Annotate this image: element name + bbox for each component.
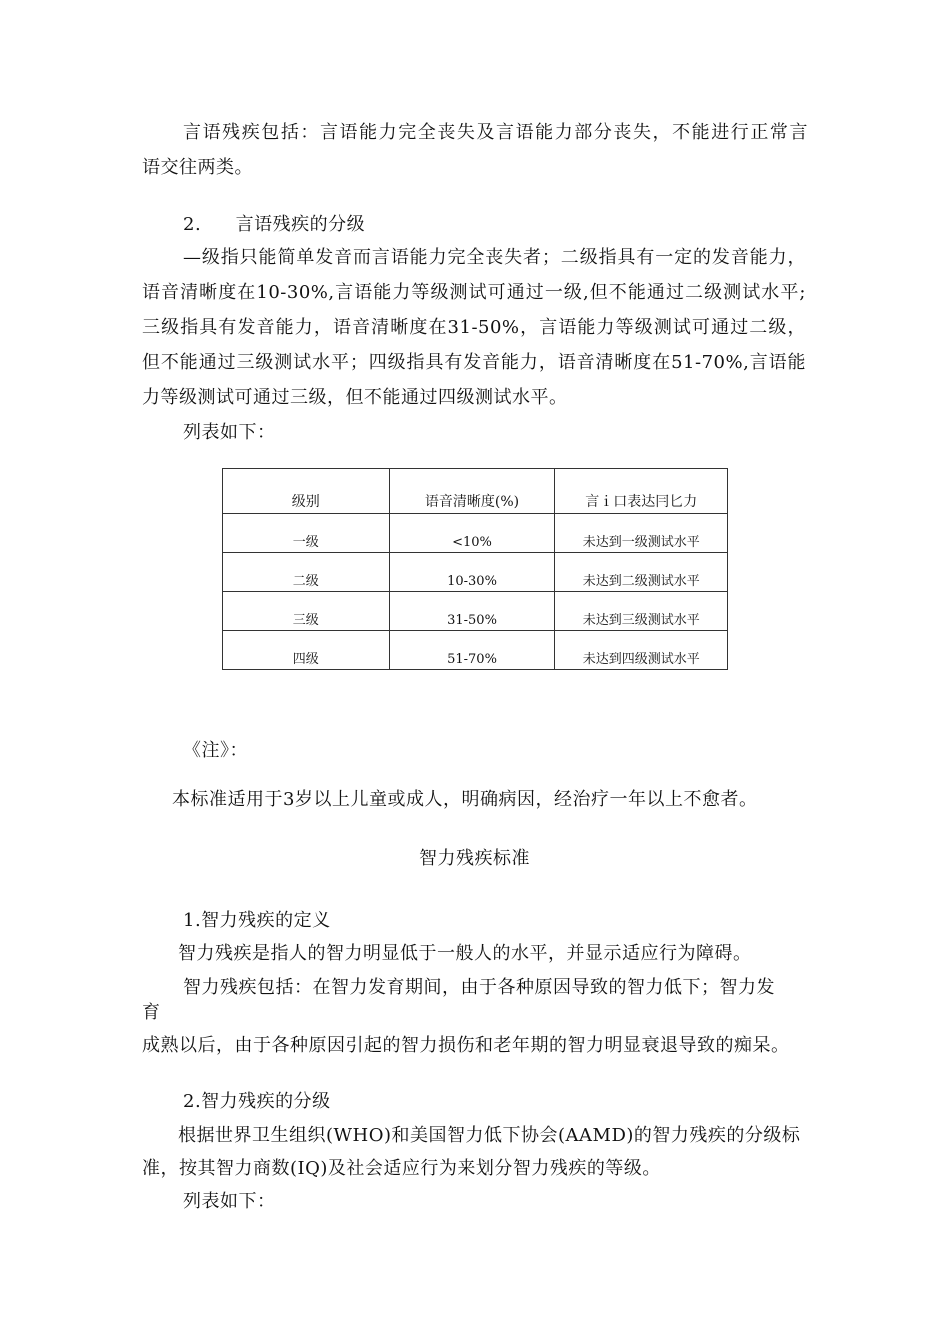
speech-grading-line-1: —级指只能简单发音而言语能力完全丧失者；二级指具有一定的发音能力， <box>183 247 806 268</box>
table-row <box>223 514 728 553</box>
table-cell: 四级 <box>223 631 390 670</box>
table-cell: 未达到三级测试水平 <box>555 592 728 631</box>
intellect-definition-text: 智力残疾是指人的智力明显低于一般人的水平，并显示适应行为障碍。 <box>178 943 752 964</box>
table-header-row <box>223 469 728 514</box>
speech-note-text: 本标准适用于3岁以上儿童或成人，明确病因，经治疗一年以上不愈者。 <box>172 789 758 810</box>
table-header-cell: 语音清晰度(%) <box>389 469 555 514</box>
speech-grading-line-5: 力等级测试可通过三级，但不能通过四级测试水平。 <box>142 387 568 408</box>
intellect-definition-heading: 1.智力残疾的定义 <box>183 910 331 931</box>
table-cell: 51-70% <box>389 631 555 670</box>
table-header-cell: 级别 <box>223 469 390 514</box>
table-cell: 二级 <box>223 553 390 592</box>
speech-grading-line-4: 但不能通过三级测试水平；四级指具有发音能力，语音清晰度在51-70%,言语能 <box>142 352 806 373</box>
intellect-section-title: 智力残疾标准 <box>419 848 530 869</box>
intellect-grading-line-1: 根据世界卫生组织(WHO)和美国智力低下协会(AAMD)的智力残疾的分级标 <box>178 1125 801 1146</box>
speech-include-line-1: 言语残疾包括：言语能力完全丧失及言语能力部分丧失，不能进行正常言 <box>183 122 808 143</box>
table-cell: 三级 <box>223 592 390 631</box>
intellect-include-line-3: 成熟以后，由于各种原因引起的智力损伤和老年期的智力明显衰退导致的痴呆。 <box>142 1035 790 1056</box>
table-row <box>223 631 728 670</box>
table-cell: 一级 <box>223 514 390 553</box>
intellect-list-label: 列表如下： <box>183 1191 276 1212</box>
table-row <box>223 553 728 592</box>
intellect-include-line-1: 智力残疾包括：在智力发育期间，由于各种原因导致的智力低下；智力发 <box>183 977 775 998</box>
intellect-grading-line-2: 准，按其智力商数(IQ)及社会适应行为来划分智力残疾的等级。 <box>142 1158 661 1179</box>
table-cell: 未达到四级测试水平 <box>555 631 728 670</box>
table-cell: 31-50% <box>389 592 555 631</box>
table-cell: <10% <box>389 514 555 553</box>
speech-grading-heading-text: 言语残疾的分级 <box>235 214 366 235</box>
table-cell: 未达到一级测试水平 <box>555 514 728 553</box>
speech-note-label: 《注》： <box>183 740 248 761</box>
speech-grade-table <box>222 468 728 670</box>
speech-grading-heading <box>183 212 365 238</box>
speech-grading-heading-number: 2. <box>183 214 202 235</box>
speech-grading-line-3: 三级指具有发音能力，语音清晰度在31-50%，言语能力等级测试可通过二级， <box>142 317 806 338</box>
speech-list-label: 列表如下： <box>183 422 276 443</box>
table-row <box>223 592 728 631</box>
intellect-include-line-2: 育 <box>142 1002 161 1023</box>
table-cell: 10-30% <box>389 553 555 592</box>
speech-grading-line-2: 语音清晰度在10-30%,言语能力等级测试可通过一级,但不能通过二级测试水平; <box>142 282 806 303</box>
intellect-grading-heading: 2.智力残疾的分级 <box>183 1091 331 1112</box>
speech-include-line-2: 语交往两类。 <box>142 157 253 178</box>
table-cell: 未达到二级测试水平 <box>555 553 728 592</box>
table-header-cell: 言ｉ口表达冃匕力 <box>555 469 728 514</box>
